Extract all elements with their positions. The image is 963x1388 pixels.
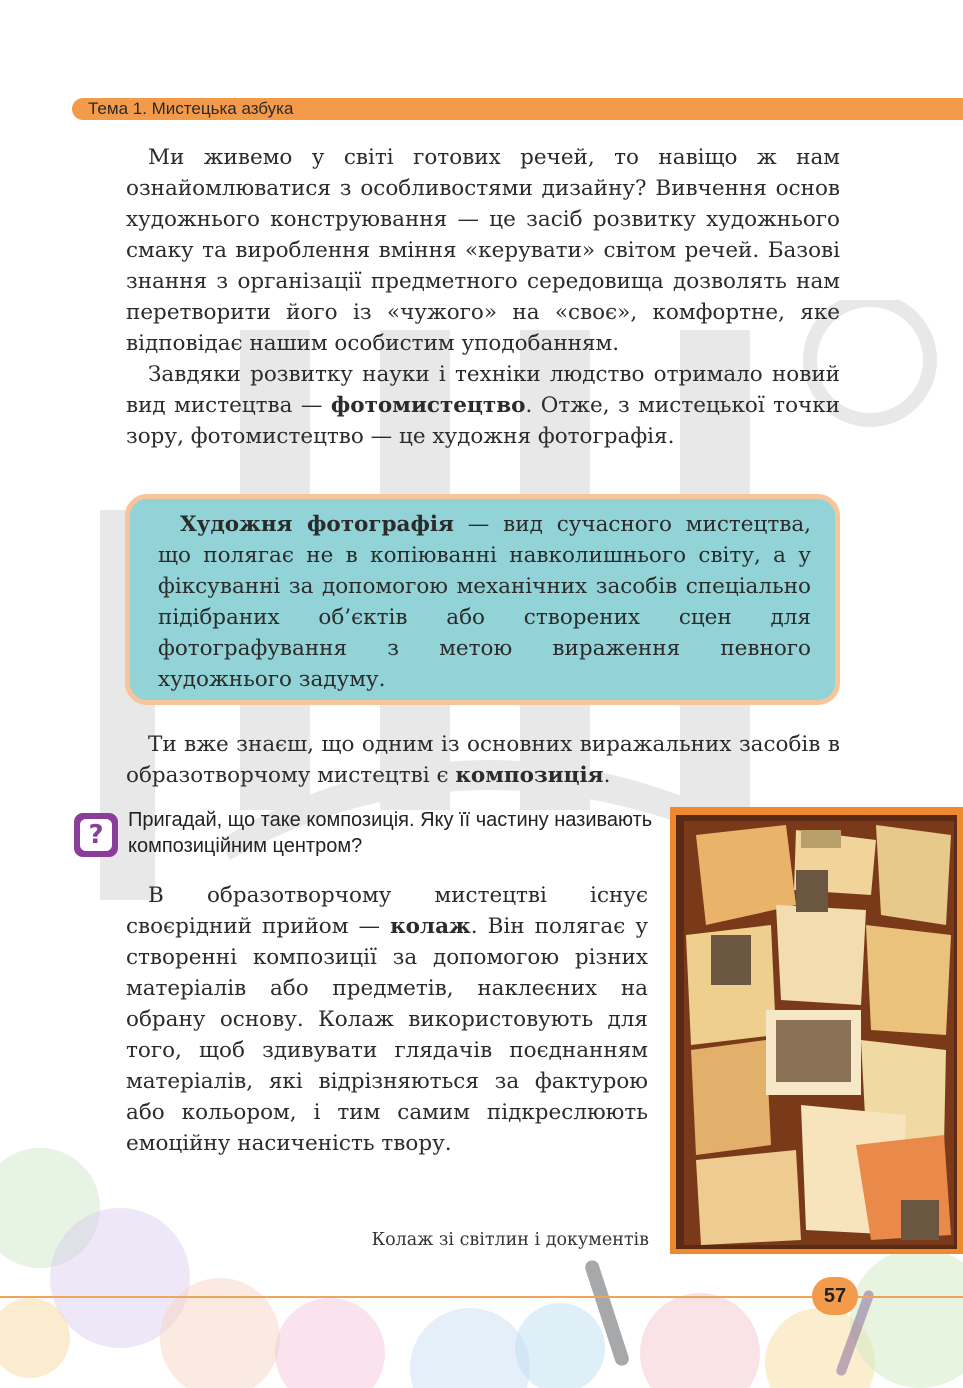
definition-body: — вид сучасного мистецтва, що полягає не в копіюванні навколишнього світу, а у фіксуванні за допомогою механічних засобів спеціально підібраних об’єктів або створених сцен для фотографування з метою вираження певного художнього задуму. <box>158 512 811 692</box>
collage-image <box>676 815 957 1249</box>
paragraph-photo-art-after: . Отже, з мистецької точки зору, фотомистецтво — це художня фотографія. <box>126 393 840 449</box>
paragraph-collage-after: . Він полягає у створенні композиції за допомогою різних матеріалів або предметів, наклеєних на обрану основу. Колаж використовують для того, щоб здивувати глядачів поєднанням матеріалів, які відрізняються за фактурою або кольором, і тим самим підкреслюють емоційну насиченість твору. <box>126 914 648 1156</box>
paragraph-collage-before: В образотворчому мистецтві існує своєрідний прийом — <box>126 883 648 939</box>
paragraph-collage <box>126 880 648 1159</box>
term-photo-art: фотомистецтво <box>330 393 526 418</box>
question-icon <box>74 813 118 857</box>
paragraph-photo-art <box>126 359 840 452</box>
question-mark-glyph: ? <box>80 819 112 851</box>
question-text: Пригадай, що таке композиція. Яку її частину називають композиційним центром? <box>128 809 653 857</box>
paragraph-composition-before: Ти вже знаєш, що одним із основних виражальних засобів в образотворчому мистецтві є <box>126 732 840 788</box>
paragraph-composition <box>126 729 840 791</box>
collage-photo <box>670 807 963 1254</box>
page-number: 57 <box>812 1277 858 1315</box>
term-collage: колаж <box>390 914 471 939</box>
term-composition: композиція <box>455 763 604 788</box>
header-title: Тема 1. Мистецька азбука <box>88 99 294 118</box>
definition-text <box>158 509 811 695</box>
paragraph-photo-art-before: Завдяки розвитку науки і техніки людство отримало новий вид мистецтва — <box>126 362 840 418</box>
definition-term: Художня фотографія <box>180 512 454 537</box>
paragraph-design <box>126 142 840 359</box>
paragraph-composition-after: . <box>603 763 611 788</box>
paragraph-design-text: Ми живемо у світі готових речей, то навіщо ж нам ознайомлюватися з особливостями дизайну? Вивчення основ художнього конструювання — це засіб розвитку художнього смаку та вироблення вміння «керувати» світом речей. Базові знання з організації предметного середовища дозволять нам перетворити його із «чужого» на «своє», комфортне, яке відповідає нашим особистим уподобанням. <box>126 145 840 356</box>
figure-caption: Колаж зі світлин і документів <box>371 1230 649 1250</box>
